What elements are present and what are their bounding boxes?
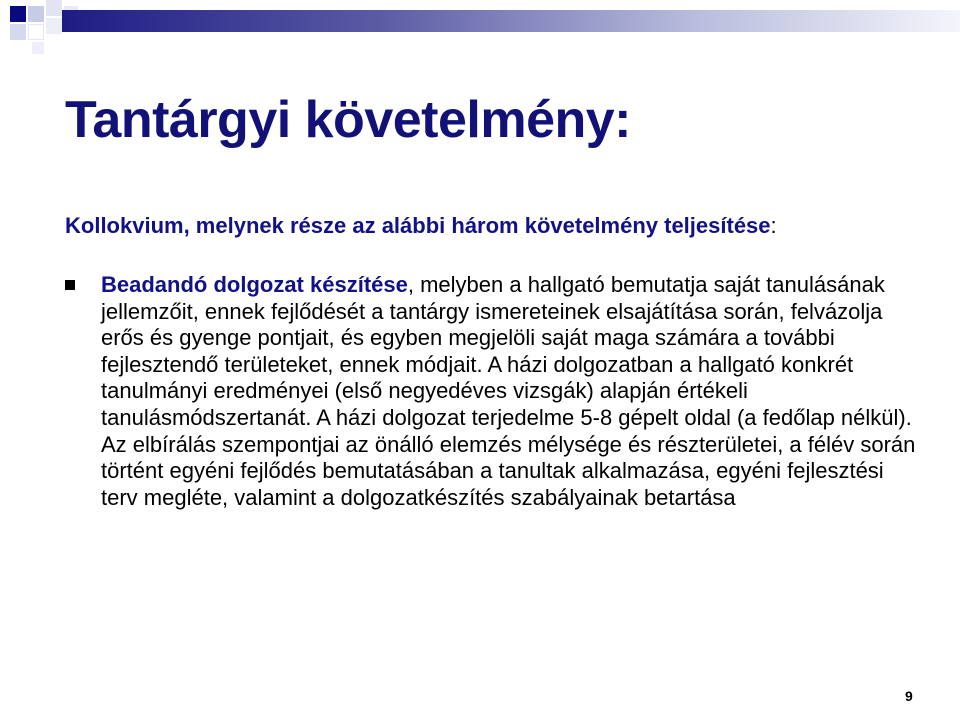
decor-square-dark xyxy=(10,6,26,22)
intro-lead: Kollokvium, melynek része az alábbi három követelmény teljesítése xyxy=(65,213,771,238)
decor-square-light xyxy=(28,6,44,22)
bullet-text xyxy=(101,272,921,511)
intro-tail: : xyxy=(770,213,777,238)
slide-title: Tantárgyi követelmény: xyxy=(65,91,632,149)
intro-paragraph xyxy=(65,213,845,238)
header-gradient-bar xyxy=(62,10,960,32)
square-bullet-icon xyxy=(65,280,75,290)
decor-square-light xyxy=(46,18,62,34)
decor-square-outline xyxy=(28,24,44,40)
page-number: 9 xyxy=(905,688,913,704)
decor-square-light xyxy=(46,0,62,16)
bullet-lead: Beadandó dolgozat készítése xyxy=(101,272,408,297)
decor-square-light xyxy=(32,42,44,54)
bullet-body: , melyben a hallgató bemutatja saját tanulásának jellemzőit, ennek fejlődését a tantárgy ismereteinek elsajátítása során, felvázolja erős és gyenge pontjait, és egyben megjelöli saját maga számára a további fejlesztendő területeket, ennek módjait. A házi dolgozatban a hallgató konkrét tanulmányi eredményei (első negyedéves vizsgák) alapján értékeli tanulásmódszertanát. A házi dolgozat terjedelme 5-8 gépelt oldal (a fedőlap nélkül). Az elbírálás szempontjai az önálló elemzés mélysége és részterületei, a félév során történt egyéni fejlődés bemutatásában a tanultak alkalmazása, egyéni fejlesztési terv megléte, valamint a dolgozatkészítés szabályainak betartása xyxy=(101,272,916,510)
decor-square-light xyxy=(10,24,26,40)
